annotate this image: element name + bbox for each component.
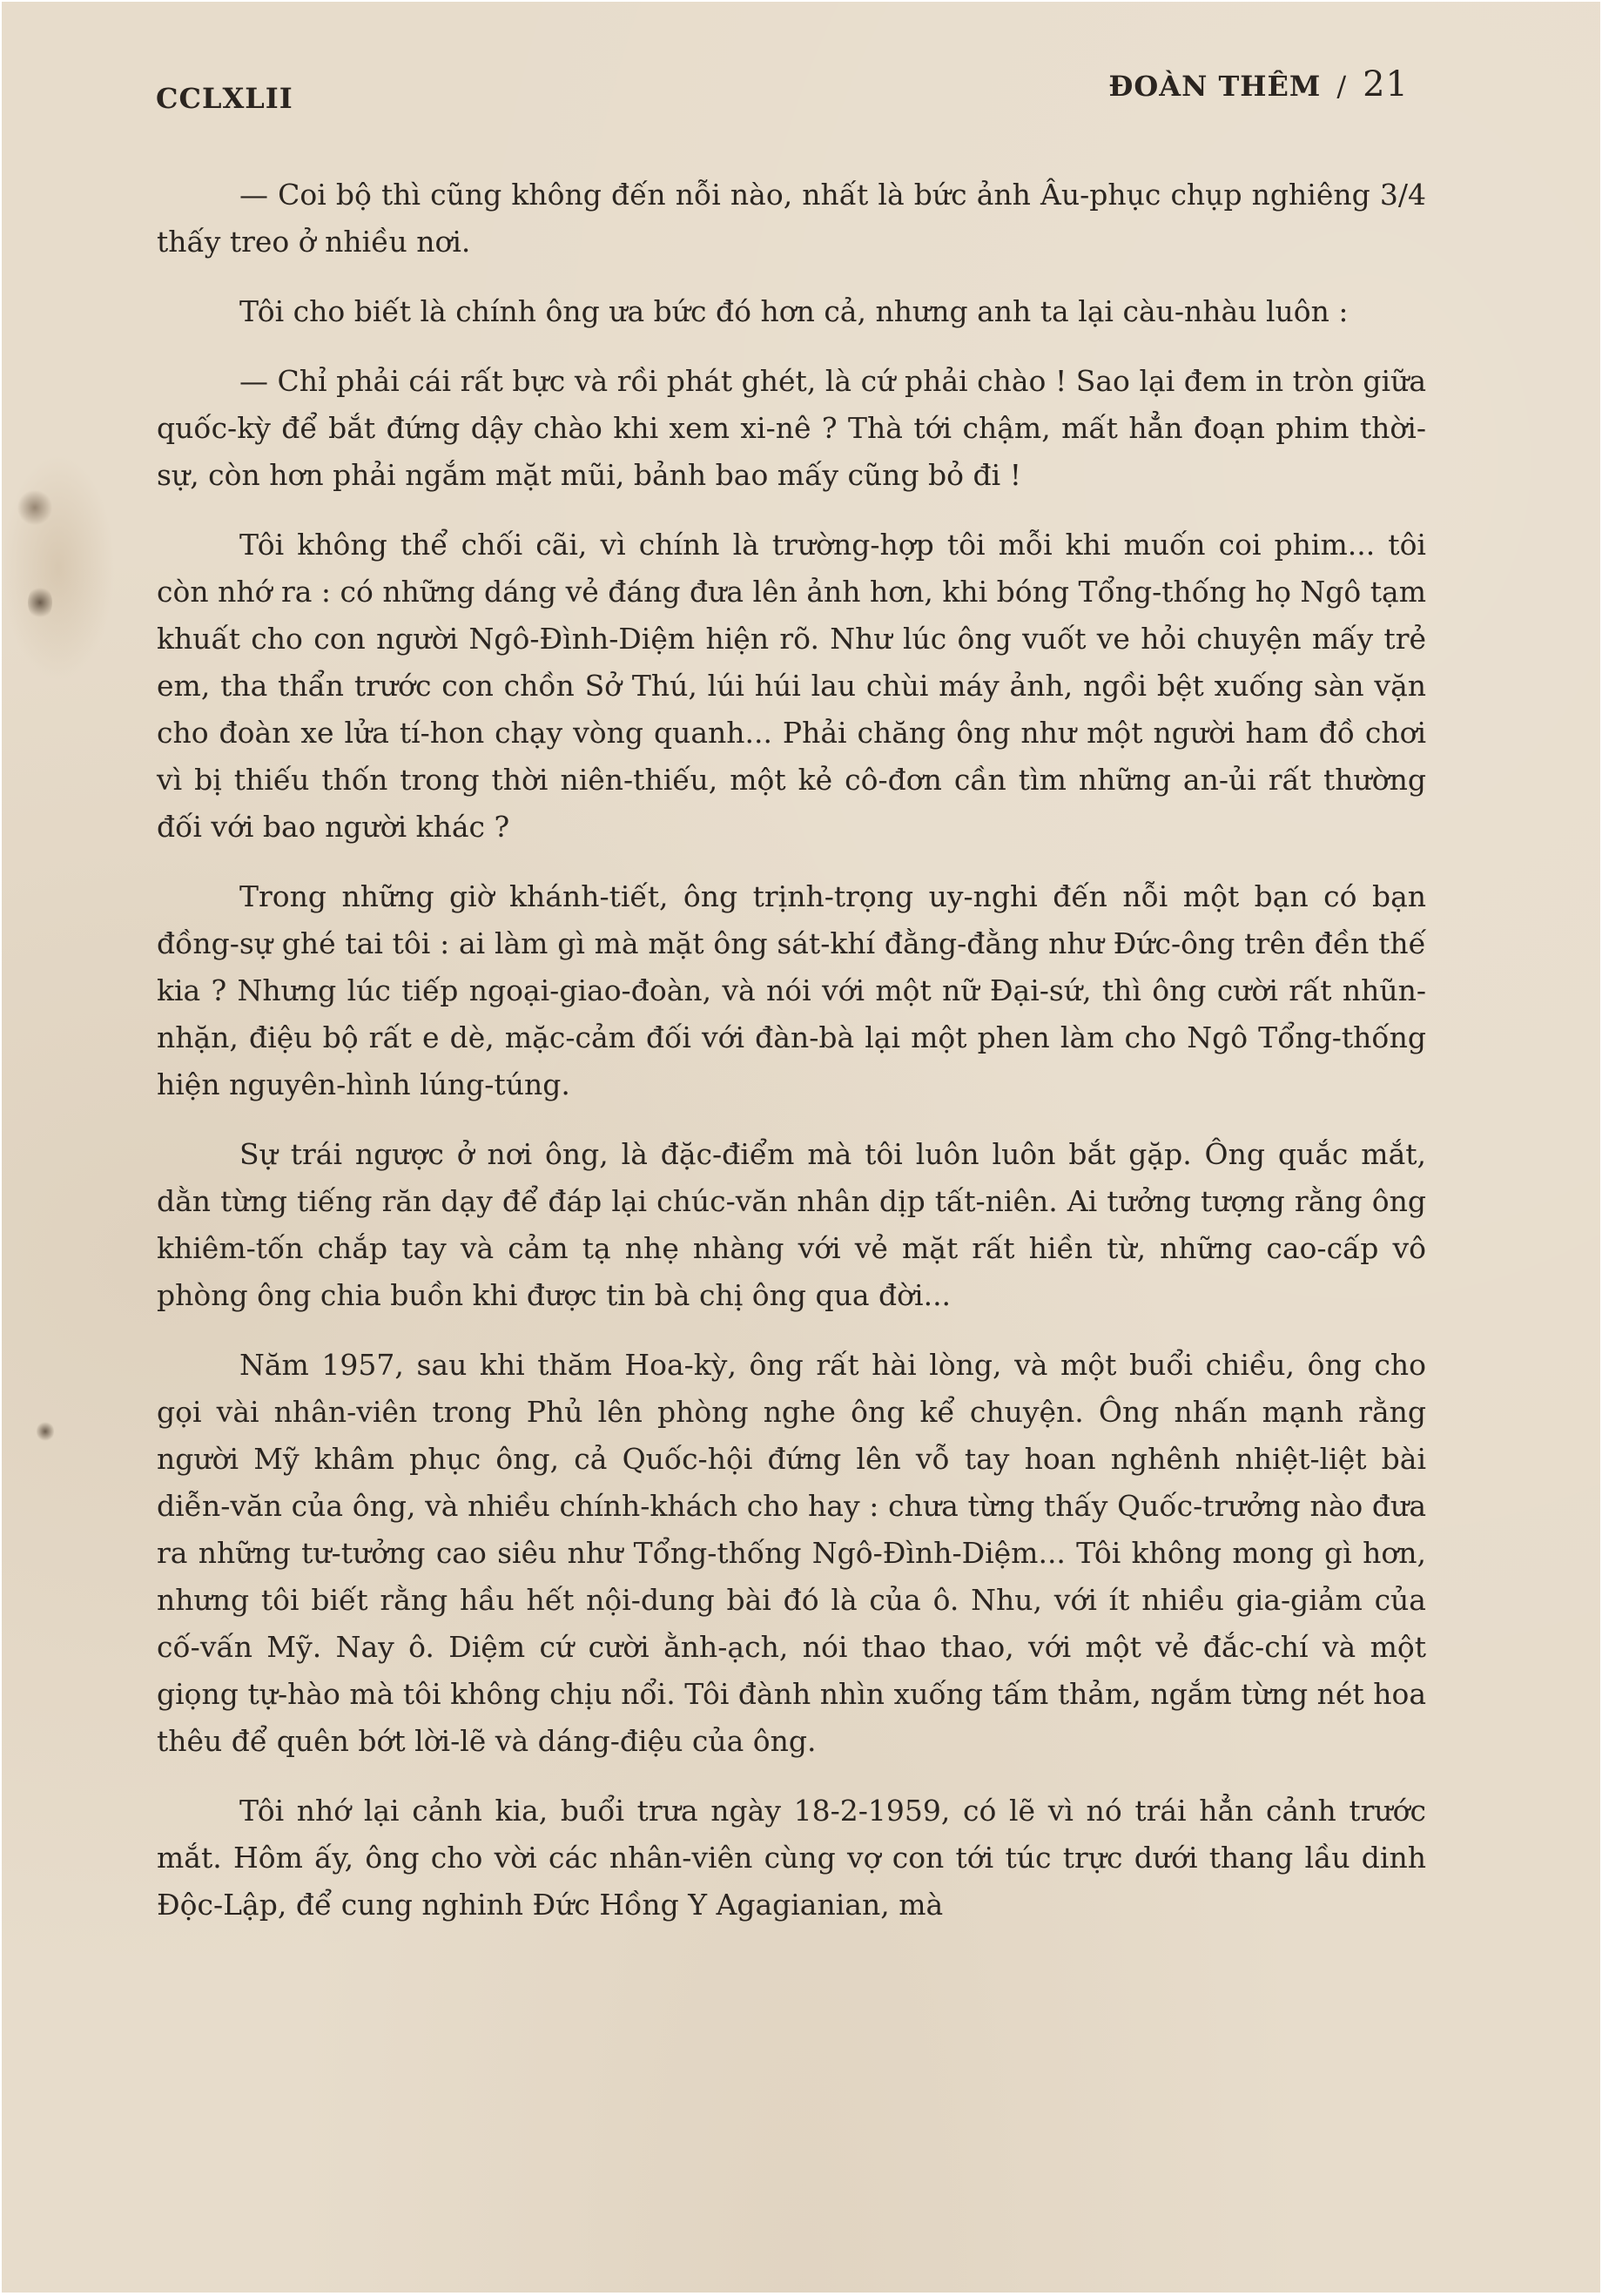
page-number: 21 — [1363, 64, 1409, 104]
paragraph: Tôi cho biết là chính ông ưa bức đó hơn cả, nhưng anh ta lại càu-nhàu luôn : — [239, 294, 1349, 328]
page-header-right — [1108, 64, 1409, 104]
paragraph: Trong những giờ khánh-tiết, ông trịnh-trọng uy-nghi đến nỗi một bạn có bạn đồng-sự ghé tai tôi : ai làm gì mà mặt ông sát-khí đằng-đằng như Đức-ông trên đền thế kia ? Nhưng lúc tiếp ngoại-giao-đoàn, và nói với một nữ Đại-sứ, thì ông cười rất nhũn-nhặn, điệu bộ rất e dè, mặc-cảm đối với đàn-bà lại một phen làm cho Ngô Tổng-thống hiện nguyên-hình lúng-túng. — [157, 879, 1426, 1101]
paragraph: — Coi bộ thì cũng không đến nỗi nào, nhất là bức ảnh Âu-phục chụp nghiêng 3/4 thấy treo ở nhiều nơi. — [157, 178, 1426, 259]
page-stain — [28, 585, 52, 620]
paragraph: Năm 1957, sau khi thăm Hoa-kỳ, ông rất hài lòng, và một buổi chiều, ông cho gọi vài nhân-viên trong Phủ lên phòng nghe ông kể chuyện. Ông nhấn mạnh rằng người Mỹ khâm phục ông, cả Quốc-hội đứng lên vỗ tay hoan nghênh nhiệt-liệt bài diễn-văn của ông, và nhiều chính-khách cho hay : chưa từng thấy Quốc-trưởng nào đưa ra những tư-tưởng cao siêu như Tổng-thống Ngô-Đình-Diệm... Tôi không mong gì hơn, nhưng tôi biết rằng hầu hết nội-dung bài đó là của ô. Nhu, với ít nhiều gia-giảm của cố-vấn Mỹ. Nay ô. Diệm cứ cười ằnh-ạch, nói thao thao, với một vẻ đắc-chí và một giọng tự-hào mà tôi không chịu nổi. Tôi đành nhìn xuống tấm thảm, ngắm từng nét hoa thêu để quên bớt lời-lẽ và dáng-điệu của ông. — [157, 1348, 1426, 1758]
header-author: ĐOÀN THÊM — [1108, 70, 1322, 103]
header-separator: / — [1336, 70, 1348, 103]
paragraph: Tôi không thể chối cãi, vì chính là trường-hợp tôi mỗi khi muốn coi phim... tôi còn nhớ ra : có những dáng vẻ đáng đưa lên ảnh hơn, khi bóng Tổng-thống họ Ngô tạm khuất cho con người Ngô-Đình-Diệm hiện rõ. Như lúc ông vuốt ve hỏi chuyện mấy trẻ em, tha thẩn trước con chồn Sở Thú, lúi húi lau chùi máy ảnh, ngồi bệt xuống sàn vặn cho đoàn xe lửa tí-hon chạy vòng quanh... Phải chăng ông như một người ham đồ chơi vì bị thiếu thốn trong thời niên-thiếu, một kẻ cô-đơn cần tìm những an-ủi rất thường đối với bao người khác ? — [157, 528, 1427, 844]
page-stain — [2, 454, 115, 681]
paragraph: Sự trái ngược ở nơi ông, là đặc-điểm mà tôi luôn luôn bắt gặp. Ông quắc mắt, dằn từng tiếng răn dạy để đáp lại chúc-văn nhân dịp tất-niên. Ai tưởng tượng rằng ông khiêm-tốn chắp tay và cảm tạ nhẹ nhàng với vẻ mặt rất hiền từ, những cao-cấp vô phòng ông chia buồn khi được tin bà chị ông qua đời... — [157, 1137, 1426, 1312]
paragraph: — Chỉ phải cái rất bực và rồi phát ghét, là cứ phải chào ! Sao lại đem in tròn giữa quốc-kỳ để bắt đứng dậy chào khi xem xi-nê ? Thà tới chậm, mất hẳn đoạn phim thời-sự, còn hơn phải ngắm mặt mũi, bảnh bao mấy cũng bỏ đi ! — [157, 364, 1426, 492]
paragraph: Tôi nhớ lại cảnh kia, buổi trưa ngày 18-2-1959, có lẽ vì nó trái hẳn cảnh trước mắt. Hôm ấy, ông cho vời các nhân-viên cùng vợ con tới túc trực dưới thang lầu dinh Độc-Lập, để cung nghinh Đức Hồng Y Agagianian, mà — [157, 1794, 1426, 1922]
page-stain — [37, 1421, 54, 1442]
book-page — [2, 2, 1600, 2293]
body-text — [157, 172, 1426, 1951]
page-header-left: CCLXLII — [156, 82, 293, 115]
page-stain — [17, 489, 52, 526]
